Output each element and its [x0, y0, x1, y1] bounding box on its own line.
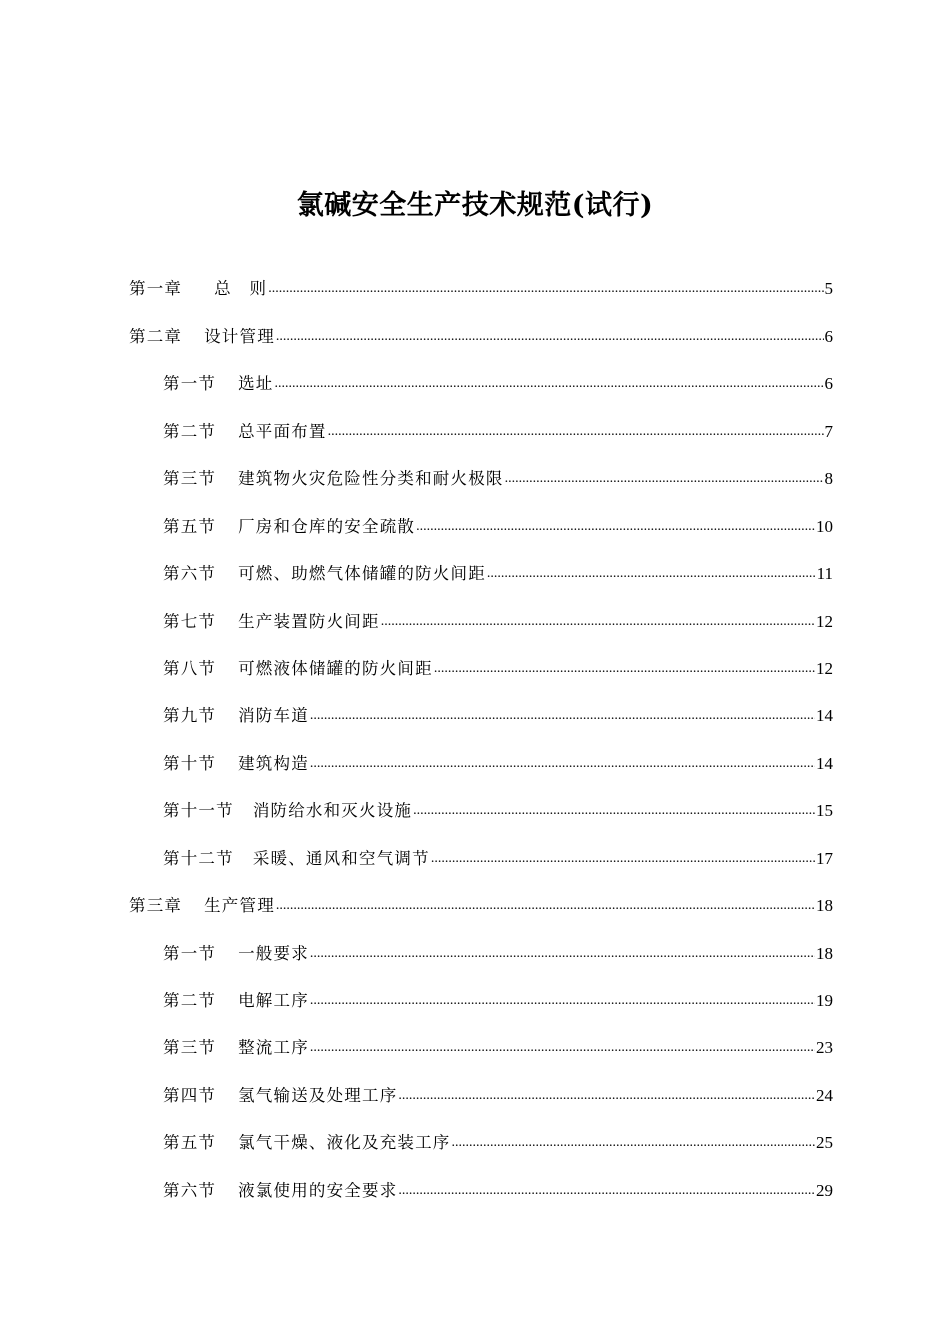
toc-leader: [276, 316, 824, 357]
toc-number: 第八节: [163, 658, 217, 678]
toc-number: 第三节: [163, 469, 217, 489]
toc-title: 可燃液体储罐的防火间距: [238, 658, 433, 678]
toc-entry-section[interactable]: [129, 642, 833, 689]
toc-number: 第四节: [163, 1085, 217, 1105]
toc-entry-section[interactable]: [129, 689, 833, 736]
toc-title: 整流工序: [238, 1038, 309, 1058]
toc-page-number: 5: [824, 279, 833, 299]
toc-entry-section[interactable]: [129, 357, 833, 404]
toc-page-number: 19: [816, 991, 833, 1010]
toc-number: 第一节: [163, 943, 217, 963]
toc-leader: [310, 980, 815, 1021]
toc-entry-chapter-3[interactable]: [129, 879, 833, 926]
toc-leader: [431, 838, 815, 879]
toc-number: 第六节: [163, 564, 217, 584]
toc-title: 总平面布置: [238, 421, 327, 441]
toc-leader: [276, 885, 815, 926]
toc-entry-section[interactable]: [129, 404, 833, 451]
toc-page-number: 18: [816, 943, 833, 963]
toc-entry-chapter-2[interactable]: [129, 309, 833, 356]
toc-leader: [310, 1027, 815, 1068]
toc-entry-section[interactable]: [129, 974, 833, 1021]
toc-leader: [310, 933, 815, 974]
toc-entry-section[interactable]: [129, 1021, 833, 1068]
toc-page-number: 6: [824, 374, 833, 394]
toc-entry-section[interactable]: [129, 452, 833, 499]
toc-title: 一般要求: [238, 943, 309, 963]
toc-page-number: 7: [824, 421, 833, 441]
toc-title: 采暖、通风和空气调节: [252, 848, 430, 868]
toc-leader: [434, 648, 815, 689]
toc-number: 第五节: [163, 516, 217, 536]
toc-page-number: 12: [816, 658, 833, 678]
toc-page-number: 29: [816, 1180, 833, 1200]
toc-leader: [416, 506, 815, 547]
table-of-contents: [129, 262, 833, 1211]
toc-title: 消防车道: [238, 706, 309, 726]
toc-leader: [413, 790, 815, 831]
toc-title: 建筑物火灾危险性分类和耐火极限: [238, 469, 504, 489]
toc-number: 第三节: [163, 1038, 217, 1058]
toc-leader: [275, 363, 824, 404]
toc-entry-section[interactable]: [129, 594, 833, 641]
toc-leader: [487, 553, 816, 594]
toc-leader: [268, 268, 823, 309]
toc-page-number: 8: [824, 469, 833, 489]
toc-page-number: 17: [816, 848, 833, 868]
toc-title: 选址: [238, 374, 274, 394]
toc-title: 消防给水和灭火设施: [252, 801, 413, 821]
toc-entry-section[interactable]: [129, 784, 833, 831]
toc-number: 第十一节: [163, 801, 234, 821]
toc-page-number: 14: [816, 706, 833, 726]
toc-number: 第七节: [163, 611, 217, 631]
toc-page-number: 24: [816, 1085, 833, 1105]
toc-page-number: 6: [824, 326, 833, 346]
toc-entry-section[interactable]: [129, 1163, 833, 1210]
toc-entry-section[interactable]: [129, 831, 833, 878]
toc-number: 第一节: [163, 374, 217, 394]
toc-page-number: 23: [816, 1038, 833, 1058]
toc-leader: [328, 411, 824, 452]
toc-number: 第二节: [163, 991, 217, 1010]
toc-title: 设计管理: [204, 326, 275, 346]
toc-entry-section[interactable]: [129, 547, 833, 594]
toc-entry-section[interactable]: [129, 926, 833, 973]
toc-number: 第二节: [163, 421, 217, 441]
toc-page-number: 25: [816, 1133, 833, 1153]
toc-title: 氢气输送及处理工序: [238, 1085, 398, 1105]
toc-title: 液氯使用的安全要求: [238, 1180, 398, 1200]
toc-number: 第十节: [163, 753, 217, 773]
toc-title: 电解工序: [238, 991, 309, 1010]
toc-leader: [381, 601, 815, 642]
toc-page-number: 18: [816, 896, 833, 916]
toc-title: 总 则: [214, 279, 268, 299]
toc-title: 氯气干燥、液化及充装工序: [238, 1133, 451, 1153]
toc-page-number: 15: [816, 801, 833, 821]
toc-number: 第五节: [163, 1133, 217, 1153]
toc-number: 第一章: [129, 279, 183, 299]
toc-leader: [398, 1170, 815, 1211]
toc-number: 第三章: [129, 896, 183, 916]
toc-number: 第九节: [163, 706, 217, 726]
toc-leader: [452, 1122, 815, 1163]
toc-entry-section[interactable]: [129, 1116, 833, 1163]
toc-title: 生产装置防火间距: [238, 611, 380, 631]
toc-entry-section[interactable]: [129, 1068, 833, 1115]
toc-title: 可燃、助燃气体储罐的防火间距: [238, 564, 486, 584]
toc-page-number: 14: [816, 753, 833, 773]
toc-entry-section[interactable]: [129, 499, 833, 546]
toc-leader: [505, 458, 824, 499]
toc-number: 第十二节: [163, 848, 234, 868]
toc-number: 第二章: [129, 326, 183, 346]
toc-leader: [398, 1075, 815, 1116]
toc-title: 生产管理: [204, 896, 275, 916]
toc-title: 建筑构造: [238, 753, 309, 773]
toc-title: 厂房和仓库的安全疏散: [238, 516, 416, 536]
toc-leader: [310, 743, 815, 784]
toc-leader: [310, 695, 815, 736]
toc-page-number: 11: [816, 564, 833, 584]
toc-number: 第六节: [163, 1180, 217, 1200]
toc-page-number: 12: [816, 611, 833, 631]
toc-entry-section[interactable]: [129, 736, 833, 783]
toc-page-number: 10: [816, 516, 833, 536]
document-title: 氯碱安全生产技术规范(试行): [296, 190, 654, 222]
toc-entry-chapter-1[interactable]: [129, 262, 833, 309]
